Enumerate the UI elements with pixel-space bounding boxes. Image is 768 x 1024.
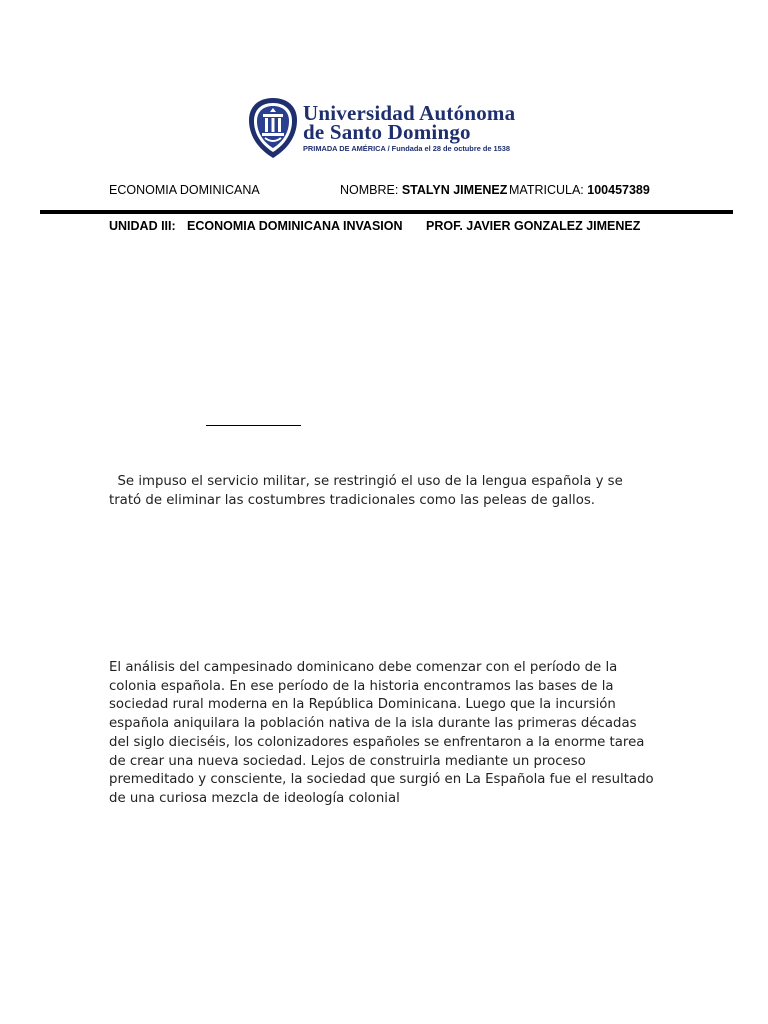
matricula-label: MATRICULA: — [509, 183, 584, 197]
paragraph-military: Se impuso el servicio militar, se restringió el uso de la lengua española y se trató de eliminar las costumbres tradicionales como las peleas de gallos. — [109, 474, 628, 508]
unit-title: ECONOMIA DOMINICANA INVASION — [187, 219, 403, 233]
unit-label: UNIDAD III: — [109, 219, 176, 233]
student-name-field — [340, 183, 507, 197]
university-seal-icon — [245, 96, 301, 160]
course-title: ECONOMIA DOMINICANA — [109, 183, 260, 197]
matricula-value: 100457389 — [587, 183, 650, 197]
university-name-line1: Universidad Autónoma — [303, 101, 516, 125]
professor-name: PROF. JAVIER GONZALEZ JIMENEZ — [426, 219, 641, 233]
paragraph-campesinado: El análisis del campesinado dominicano debe comenzar con el período de la colonia española. En ese período de la historia encontramos las bases de la sociedad rural moderna en la República Dominicana. Luego que la incursión española aniquilara la población nativa de la isla durante las primeras décadas del siglo dieciséis, los colonizadores españoles se enfrentaron a la enorme tarea de crear una nueva sociedad. Lejos de construirla mediante un proceso premeditado y consciente, la sociedad que surgió en La Española fue el resultado de una curiosa mezcla de ideología colonial — [109, 660, 654, 806]
university-name-line2: de Santo Domingo — [303, 120, 471, 144]
blank-underline — [206, 425, 301, 426]
university-logo — [245, 96, 516, 162]
matricula-field — [509, 183, 650, 197]
name-value: STALYN JIMENEZ — [401, 183, 508, 197]
university-tagline: PRIMADA DE AMÉRICA / Fundada el 28 de octubre de 1538 — [303, 144, 510, 153]
name-label: NOMBRE: — [340, 183, 399, 197]
header-divider — [40, 210, 733, 214]
